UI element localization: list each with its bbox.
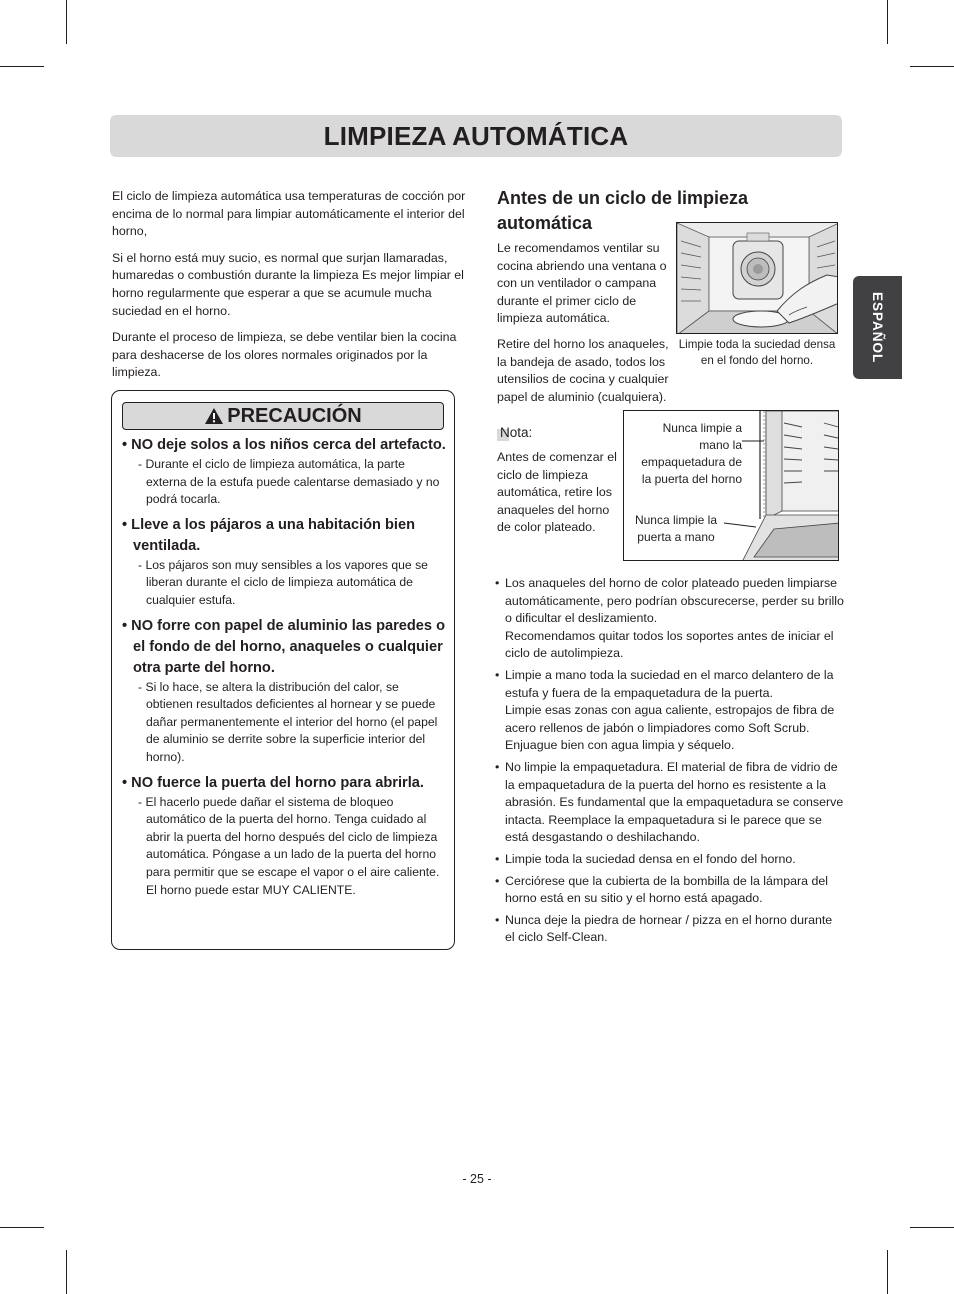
caution-item-title: • Lleve a los pájaros a una habitación bien ventilada.	[122, 516, 416, 554]
intro-paragraph: El ciclo de limpieza automática usa temperaturas de cocción por encima de lo normal para limpiar automáticamente el interior del horno,	[112, 189, 466, 239]
caution-item	[122, 435, 448, 509]
caution-item-title: • NO fuerce la puerta del horno para abrirla.	[122, 774, 424, 791]
caution-item-text: - El hacerlo puede dañar el sistema de bloqueo automático de la puerta del horno. Tenga cuidado al abrir la puerta del horno después del ciclo de limpieza automática. Póngase a un lado de la puerta del horno para permitir que se escape el vapor o el aire caliente. El horno puede estar MUY CALIENTE.	[138, 794, 440, 897]
note-label-wrap	[497, 424, 532, 442]
list-item-text: Recomendamos quitar todos los soportes antes de iniciar el ciclo de autolimpieza.	[505, 628, 834, 661]
list-item-text: • Cerciórese que la cubierta de la bombilla de la lámpara del horno está en su sitio y el horno está apagado.	[505, 873, 829, 906]
list-item	[493, 912, 845, 947]
language-tab	[853, 276, 902, 379]
intro-paragraph: Durante el proceso de limpieza, se debe ventilar bien la cocina para deshacerse de los olores normales originados por la limpieza.	[112, 330, 457, 380]
caution-list	[122, 435, 448, 905]
caution-item-text: - Los pájaros son muy sensibles a los vapores que se liberan durante el ciclo de limpieza automática de cualquier estufa.	[138, 557, 428, 607]
crop-mark	[910, 66, 954, 67]
list-item-text: Limpie esas zonas con agua caliente, estropajos de fibra de acero rellenos de jabón o limpiadores como Soft Scrub. Enjuague bien con agua limpia y séquelo.	[505, 703, 835, 753]
page-title: LIMPIEZA AUTOMÁTICA	[323, 120, 629, 151]
crop-mark	[0, 1227, 44, 1228]
oven-interior-image	[677, 223, 838, 334]
caution-item-text: - Durante el ciclo de limpieza automática, la parte externa de la estufa puede calentarse demasiado y no podrá tocarla.	[138, 457, 440, 507]
list-item-text: • Limpie toda la suciedad densa en el fondo del horno.	[505, 851, 796, 866]
list-item-text: • No limpie la empaquetadura. El material de fibra de vidrio de la empaquetadura de la puerta del horno es resistente a la abrasión. Es fundamental que la empaquetadura se conserve intacta. Reemplace la empaquetadura si le parece que se está desgastando o deshilachando.	[505, 759, 844, 845]
note-text: Antes de comenzar el ciclo de limpieza automática, retire los anaqueles del horno de color plateado.	[497, 450, 617, 535]
oven-gasket-illustration	[623, 410, 839, 561]
cleaning-tips	[493, 575, 845, 951]
caution-item	[122, 773, 448, 900]
caution-item-title: • NO deje solos a los niños cerca del artefacto.	[122, 437, 446, 453]
image2-label-door: Nunca limpie la puerta a mano	[634, 513, 718, 544]
intro-paragraph: Retire del horno los anaqueles, la bandeja de asado, todos los utensilios de cocina y cualquier papel de aluminio (cualquiera).	[497, 336, 669, 404]
crop-mark	[66, 0, 67, 44]
caution-item-title: • NO forre con papel de aluminio las paredes o el fondo de del horno, anaqueles o cualquier otra parte del horno.	[122, 617, 446, 676]
section-title: Antes de un ciclo de limpieza automática	[497, 188, 749, 233]
title-bar	[110, 115, 842, 157]
caution-item	[122, 515, 448, 610]
crop-mark	[887, 1250, 888, 1294]
list-item-text: • Nunca deje la piedra de hornear / pizza en el horno durante el ciclo Self-Clean.	[505, 912, 833, 945]
caution-header	[122, 402, 444, 430]
list-item	[493, 667, 845, 755]
image2-label-gasket: Nunca limpie a mano la empaquetadura de la puerta del horno	[641, 421, 742, 486]
caution-title: PRECAUCIÓN	[227, 404, 362, 427]
note-label: Nota:	[497, 425, 532, 440]
crop-mark	[0, 66, 44, 67]
crop-mark	[887, 0, 888, 44]
crop-mark	[66, 1250, 67, 1294]
caution-box	[111, 390, 455, 950]
list-item	[493, 759, 845, 847]
intro-left	[112, 188, 468, 391]
warning-icon	[204, 407, 224, 425]
list-item	[493, 575, 845, 663]
language-tab-label: ESPAÑOL	[870, 291, 885, 364]
intro-paragraph: Le recomendamos ventilar su cocina abriendo una ventana o con un ventilador o campana durante el primer ciclo de limpieza automática.	[497, 241, 667, 326]
list-item-text: • Los anaqueles del horno de color plateado pueden limpiarse automáticamente, pero podrían obscurecerse, perder su brillo o dificultar el deslizamiento.	[505, 576, 844, 626]
intro-paragraph: Si el horno está muy sucio, es normal que surjan llamaradas, humaredas o combustión durante la limpieza Es mejor limpiar el horno regularmente que esperar a que se acumule mucha suciedad en el horno.	[112, 250, 464, 318]
list-item	[493, 873, 845, 908]
image1-caption: Limpie toda la suciedad densa en el fondo del horno.	[678, 338, 836, 367]
list-item-text: • Limpie a mano toda la suciedad en el marco delantero de la estufa y fuera de la empaquetadura de la puerta.	[505, 667, 834, 700]
oven-cleaning-illustration	[676, 222, 838, 334]
intro-right	[497, 240, 675, 414]
crop-mark	[910, 1227, 954, 1228]
caution-item-text: - Si lo hace, se altera la distribución del calor, se obtienen resultados deficientes al hornear y se puede dañar permanentemente el interior del horno (el papel de aluminio se derrite sobre la superficie interior del horno).	[138, 679, 438, 764]
page-number: - 25 -	[462, 1172, 492, 1186]
caution-item	[122, 616, 448, 767]
list-item	[493, 851, 845, 869]
